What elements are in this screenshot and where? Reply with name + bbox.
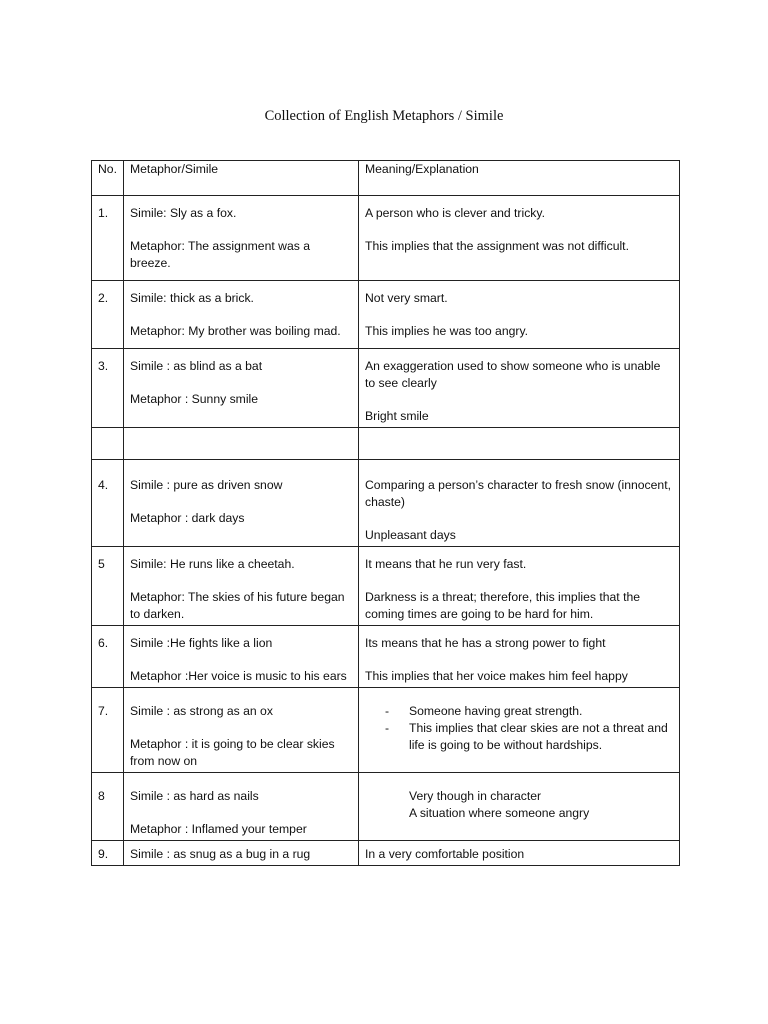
simile-text: Simile : as snug as a bug in a rug: [130, 847, 311, 861]
row-number: 3.: [92, 349, 124, 428]
simile-text: Simile : pure as driven snow: [130, 478, 283, 492]
simile-text: Simile :He fights like a lion: [130, 636, 273, 650]
table-row: [92, 688, 680, 773]
table-row: [92, 626, 680, 688]
meaning-text: Unpleasant days: [365, 528, 456, 542]
phrase-cell: [124, 349, 359, 428]
meaning-cell: [359, 281, 680, 349]
metaphor-text: Metaphor: The assignment was a breeze.: [130, 239, 310, 270]
table-row: [92, 841, 680, 866]
meaning-cell: [359, 773, 680, 841]
phrase-cell: [124, 626, 359, 688]
meaning-text: An exaggeration used to show someone who is unable to see clearly: [365, 359, 661, 390]
meaning-text: Darkness is a threat; therefore, this implies that the coming times are going to be hard for him.: [365, 590, 641, 621]
phrase-cell: [124, 460, 359, 547]
meaning-cell: [359, 626, 680, 688]
phrase-cell: [124, 688, 359, 773]
table-header-row: [92, 161, 680, 196]
empty-cell: [359, 428, 680, 460]
table-row: [92, 460, 680, 547]
meaning-cell: [359, 688, 680, 773]
meaning-text: Very though in character: [409, 789, 542, 803]
meaning-text: Not very smart.: [365, 291, 448, 305]
row-number: 8: [92, 773, 124, 841]
document-title: Collection of English Metaphors / Simile: [264, 108, 504, 124]
meaning-cell: [359, 547, 680, 626]
simile-text: Simile : as blind as a bat: [130, 359, 263, 373]
simile-text: Simile: thick as a brick.: [130, 291, 254, 305]
meaning-text: It means that he run very fast.: [365, 557, 527, 571]
meaning-list-item: - Someone having great strength.: [365, 703, 673, 720]
simile-text: Simile: Sly as a fox.: [130, 206, 237, 220]
meaning-cell: [359, 460, 680, 547]
metaphor-text: Metaphor : dark days: [130, 511, 245, 525]
table-row: [92, 349, 680, 428]
meaning-text: A person who is clever and tricky.: [365, 206, 545, 220]
meaning-cell: [359, 349, 680, 428]
simile-text: Simile : as strong as an ox: [130, 704, 273, 718]
phrase-cell: [124, 281, 359, 349]
row-number: 5: [92, 547, 124, 626]
meaning-text: In a very comfortable position: [365, 847, 525, 861]
row-number: 2.: [92, 281, 124, 349]
table-row: [92, 773, 680, 841]
phrase-cell: [124, 547, 359, 626]
metaphor-text: Metaphor : Sunny smile: [130, 392, 259, 406]
row-number: 7.: [92, 688, 124, 773]
empty-row: [92, 428, 680, 460]
meaning-text: This implies he was too angry.: [365, 324, 529, 338]
meaning-text: Comparing a person’s character to fresh snow (innocent, chaste): [365, 478, 671, 509]
simile-text: Simile : as hard as nails: [130, 789, 259, 803]
phrase-cell: [124, 773, 359, 841]
meaning-text: This implies that the assignment was not difficult.: [365, 239, 629, 253]
header-no: No.: [92, 161, 124, 196]
metaphor-text: Metaphor : Inflamed your temper: [130, 822, 307, 836]
meaning-text: Bright smile: [365, 409, 429, 423]
meaning-cell: [359, 196, 680, 281]
row-number: 1.: [92, 196, 124, 281]
table-row: [92, 196, 680, 281]
row-number: 4.: [92, 460, 124, 547]
phrase-cell: [124, 841, 359, 866]
row-number: 9.: [92, 841, 124, 866]
metaphor-text: Metaphor: The skies of his future began to darken.: [130, 590, 345, 621]
header-meaning: Meaning/Explanation: [359, 161, 680, 196]
meaning-text: A situation where someone angry: [409, 806, 590, 820]
metaphor-simile-table: [91, 160, 680, 866]
header-phrase: Metaphor/Simile: [124, 161, 359, 196]
metaphor-text: Metaphor: My brother was boiling mad.: [130, 324, 341, 338]
simile-text: Simile: He runs like a cheetah.: [130, 557, 295, 571]
table-row: [92, 281, 680, 349]
phrase-cell: [124, 196, 359, 281]
metaphor-text: Metaphor : it is going to be clear skies from now on: [130, 737, 335, 768]
metaphor-text: Metaphor :Her voice is music to his ears: [130, 669, 347, 683]
meaning-list-item: - This implies that clear skies are not a threat and life is going to be without hardships.: [365, 720, 673, 754]
meaning-text: This implies that her voice makes him feel happy: [365, 669, 628, 683]
table-row: [92, 547, 680, 626]
meaning-text: Its means that he has a strong power to fight: [365, 636, 606, 650]
empty-cell: [92, 428, 124, 460]
meaning-cell: [359, 841, 680, 866]
empty-cell: [124, 428, 359, 460]
meaning-list: [365, 703, 673, 754]
row-number: 6.: [92, 626, 124, 688]
